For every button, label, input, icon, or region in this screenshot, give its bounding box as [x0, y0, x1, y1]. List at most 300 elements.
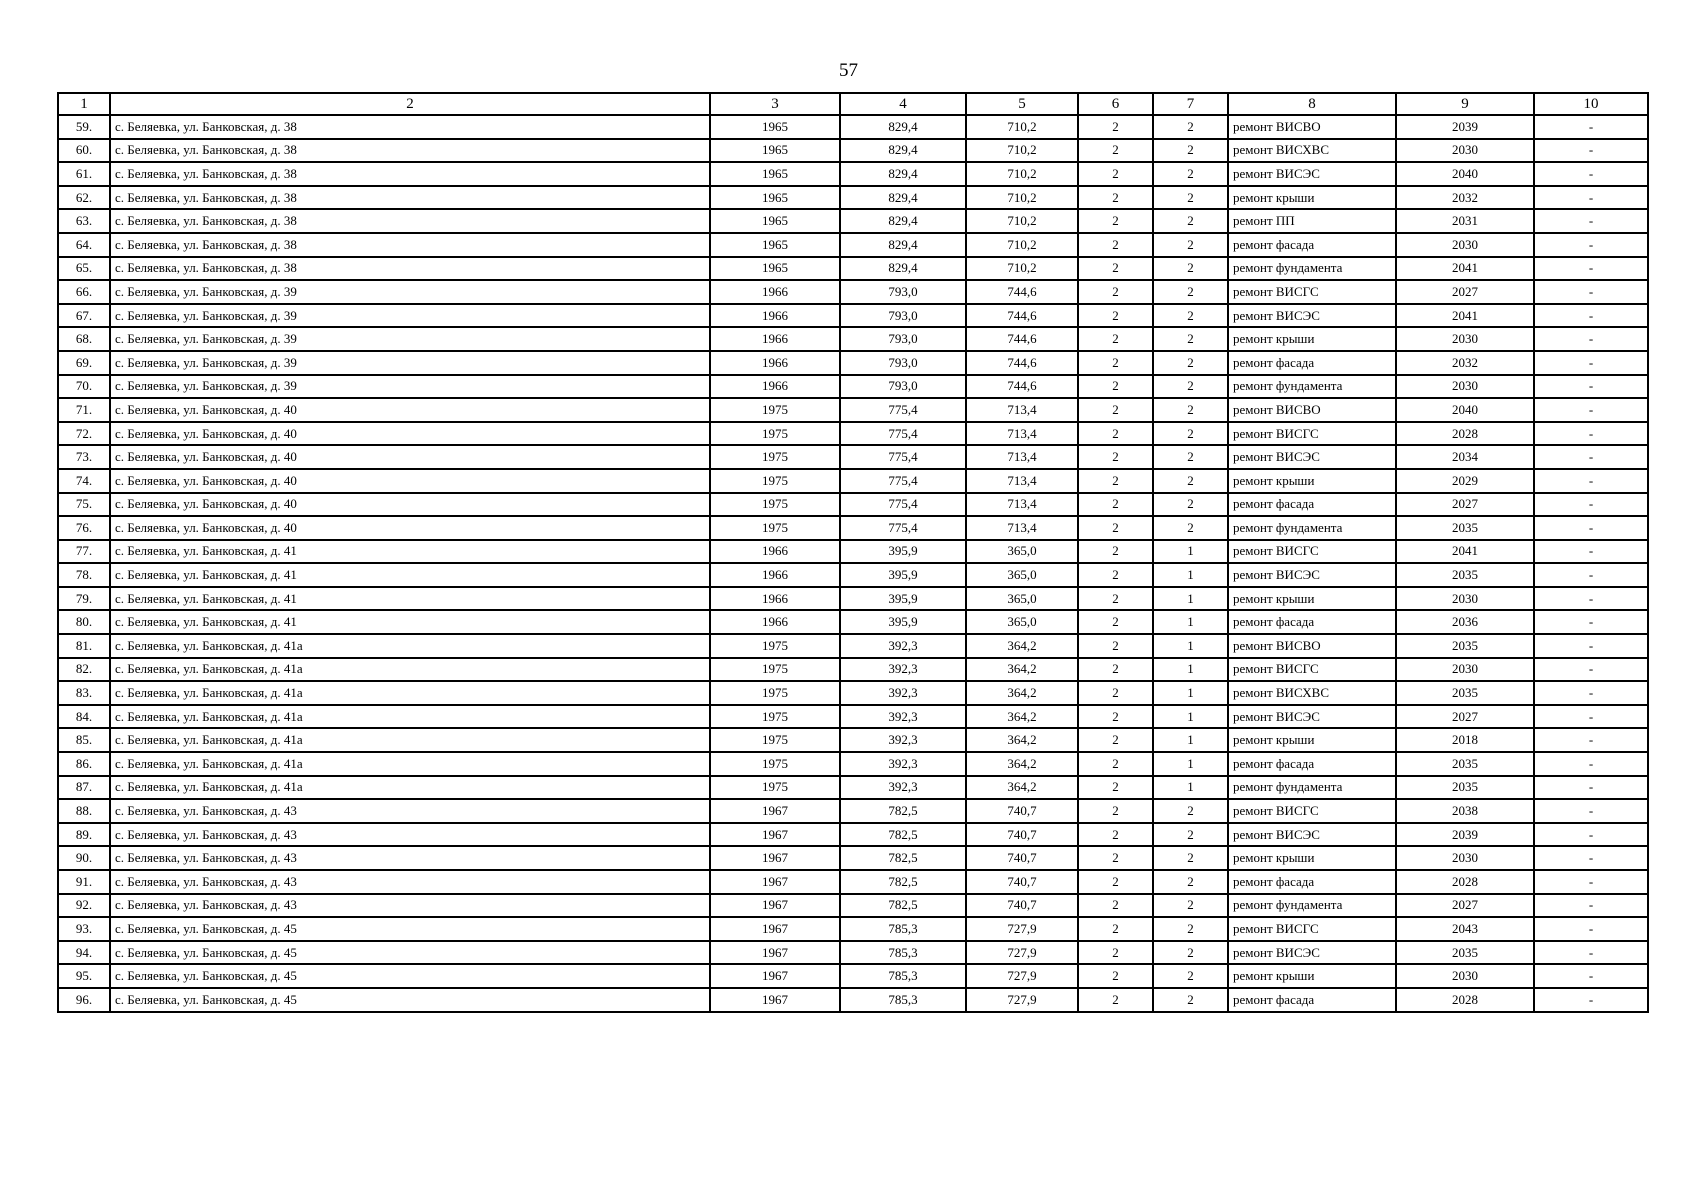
living-area-cell: 744,6 — [966, 280, 1078, 304]
table-row — [58, 681, 1648, 705]
note-cell: - — [1534, 799, 1648, 823]
living-area-cell: 365,0 — [966, 540, 1078, 564]
table-row — [58, 115, 1648, 139]
row-number-cell: 82. — [58, 658, 110, 682]
planned-year-cell: 2035 — [1396, 752, 1534, 776]
header-cell-6: 6 — [1078, 93, 1153, 115]
work-type-cell: ремонт фундамента — [1228, 776, 1396, 800]
entrances-cell: 1 — [1153, 752, 1228, 776]
note-cell: - — [1534, 917, 1648, 941]
year-built-cell: 1967 — [710, 941, 840, 965]
entrances-cell: 2 — [1153, 375, 1228, 399]
row-number-cell: 61. — [58, 162, 110, 186]
total-area-cell: 829,4 — [840, 162, 966, 186]
entrances-cell: 2 — [1153, 257, 1228, 281]
entrances-cell: 2 — [1153, 139, 1228, 163]
work-type-cell: ремонт фундамента — [1228, 257, 1396, 281]
total-area-cell: 775,4 — [840, 398, 966, 422]
work-type-cell: ремонт крыши — [1228, 186, 1396, 210]
floors-cell: 2 — [1078, 634, 1153, 658]
planned-year-cell: 2028 — [1396, 870, 1534, 894]
total-area-cell: 829,4 — [840, 115, 966, 139]
row-number-cell: 68. — [58, 327, 110, 351]
entrances-cell: 2 — [1153, 233, 1228, 257]
table-row — [58, 563, 1648, 587]
floors-cell: 2 — [1078, 304, 1153, 328]
table-row — [58, 398, 1648, 422]
total-area-cell: 395,9 — [840, 610, 966, 634]
year-built-cell: 1975 — [710, 658, 840, 682]
planned-year-cell: 2041 — [1396, 304, 1534, 328]
note-cell: - — [1534, 445, 1648, 469]
total-area-cell: 775,4 — [840, 493, 966, 517]
work-type-cell: ремонт ВИСВО — [1228, 115, 1396, 139]
note-cell: - — [1534, 823, 1648, 847]
year-built-cell: 1967 — [710, 988, 840, 1012]
header-cell-10: 10 — [1534, 93, 1648, 115]
note-cell: - — [1534, 658, 1648, 682]
planned-year-cell: 2035 — [1396, 941, 1534, 965]
work-type-cell: ремонт ВИСГС — [1228, 280, 1396, 304]
note-cell: - — [1534, 964, 1648, 988]
planned-year-cell: 2018 — [1396, 728, 1534, 752]
floors-cell: 2 — [1078, 894, 1153, 918]
table-row — [58, 941, 1648, 965]
year-built-cell: 1965 — [710, 257, 840, 281]
row-number-cell: 60. — [58, 139, 110, 163]
row-number-cell: 72. — [58, 422, 110, 446]
planned-year-cell: 2032 — [1396, 186, 1534, 210]
row-number-cell: 79. — [58, 587, 110, 611]
table-row — [58, 375, 1648, 399]
row-number-cell: 74. — [58, 469, 110, 493]
note-cell: - — [1534, 327, 1648, 351]
note-cell: - — [1534, 752, 1648, 776]
address-cell: с. Беляевка, ул. Банковская, д. 38 — [110, 233, 710, 257]
entrances-cell: 2 — [1153, 894, 1228, 918]
table-row — [58, 209, 1648, 233]
row-number-cell: 89. — [58, 823, 110, 847]
address-cell: с. Беляевка, ул. Банковская, д. 45 — [110, 941, 710, 965]
floors-cell: 2 — [1078, 186, 1153, 210]
total-area-cell: 775,4 — [840, 469, 966, 493]
table-row — [58, 587, 1648, 611]
address-cell: с. Беляевка, ул. Банковская, д. 40 — [110, 493, 710, 517]
header-cell-4: 4 — [840, 93, 966, 115]
header-cell-3: 3 — [710, 93, 840, 115]
year-built-cell: 1966 — [710, 280, 840, 304]
work-type-cell: ремонт фасада — [1228, 752, 1396, 776]
year-built-cell: 1967 — [710, 846, 840, 870]
total-area-cell: 793,0 — [840, 351, 966, 375]
address-cell: с. Беляевка, ул. Банковская, д. 38 — [110, 115, 710, 139]
floors-cell: 2 — [1078, 799, 1153, 823]
entrances-cell: 2 — [1153, 469, 1228, 493]
living-area-cell: 740,7 — [966, 799, 1078, 823]
living-area-cell: 740,7 — [966, 870, 1078, 894]
planned-year-cell: 2027 — [1396, 705, 1534, 729]
row-number-cell: 87. — [58, 776, 110, 800]
row-number-cell: 62. — [58, 186, 110, 210]
total-area-cell: 782,5 — [840, 799, 966, 823]
floors-cell: 2 — [1078, 610, 1153, 634]
address-cell: с. Беляевка, ул. Банковская, д. 38 — [110, 186, 710, 210]
note-cell: - — [1534, 469, 1648, 493]
living-area-cell: 710,2 — [966, 139, 1078, 163]
address-cell: с. Беляевка, ул. Банковская, д. 41 — [110, 540, 710, 564]
planned-year-cell: 2039 — [1396, 823, 1534, 847]
total-area-cell: 395,9 — [840, 540, 966, 564]
living-area-cell: 727,9 — [966, 964, 1078, 988]
address-cell: с. Беляевка, ул. Банковская, д. 38 — [110, 257, 710, 281]
planned-year-cell: 2041 — [1396, 257, 1534, 281]
living-area-cell: 713,4 — [966, 516, 1078, 540]
work-type-cell: ремонт ВИСГС — [1228, 799, 1396, 823]
living-area-cell: 740,7 — [966, 823, 1078, 847]
table-row — [58, 610, 1648, 634]
entrances-cell: 1 — [1153, 587, 1228, 611]
entrances-cell: 2 — [1153, 422, 1228, 446]
total-area-cell: 785,3 — [840, 964, 966, 988]
note-cell: - — [1534, 257, 1648, 281]
address-cell: с. Беляевка, ул. Банковская, д. 43 — [110, 823, 710, 847]
total-area-cell: 793,0 — [840, 327, 966, 351]
floors-cell: 2 — [1078, 988, 1153, 1012]
work-type-cell: ремонт ВИСЭС — [1228, 823, 1396, 847]
floors-cell: 2 — [1078, 398, 1153, 422]
living-area-cell: 364,2 — [966, 705, 1078, 729]
entrances-cell: 2 — [1153, 398, 1228, 422]
row-number-cell: 76. — [58, 516, 110, 540]
planned-year-cell: 2027 — [1396, 280, 1534, 304]
total-area-cell: 392,3 — [840, 634, 966, 658]
entrances-cell: 2 — [1153, 870, 1228, 894]
work-type-cell: ремонт ВИСЭС — [1228, 304, 1396, 328]
planned-year-cell: 2030 — [1396, 846, 1534, 870]
entrances-cell: 2 — [1153, 280, 1228, 304]
table-row — [58, 776, 1648, 800]
living-area-cell: 727,9 — [966, 917, 1078, 941]
floors-cell: 2 — [1078, 469, 1153, 493]
address-cell: с. Беляевка, ул. Банковская, д. 39 — [110, 327, 710, 351]
row-number-cell: 96. — [58, 988, 110, 1012]
floors-cell: 2 — [1078, 351, 1153, 375]
note-cell: - — [1534, 493, 1648, 517]
row-number-cell: 84. — [58, 705, 110, 729]
year-built-cell: 1975 — [710, 422, 840, 446]
planned-year-cell: 2040 — [1396, 162, 1534, 186]
planned-year-cell: 2035 — [1396, 681, 1534, 705]
entrances-cell: 1 — [1153, 776, 1228, 800]
work-type-cell: ремонт ВИСГС — [1228, 917, 1396, 941]
planned-year-cell: 2030 — [1396, 139, 1534, 163]
floors-cell: 2 — [1078, 587, 1153, 611]
entrances-cell: 1 — [1153, 705, 1228, 729]
work-type-cell: ремонт крыши — [1228, 327, 1396, 351]
address-cell: с. Беляевка, ул. Банковская, д. 43 — [110, 894, 710, 918]
address-cell: с. Беляевка, ул. Банковская, д. 40 — [110, 422, 710, 446]
row-number-cell: 77. — [58, 540, 110, 564]
living-area-cell: 364,2 — [966, 681, 1078, 705]
planned-year-cell: 2030 — [1396, 658, 1534, 682]
year-built-cell: 1966 — [710, 351, 840, 375]
floors-cell: 2 — [1078, 658, 1153, 682]
entrances-cell: 2 — [1153, 186, 1228, 210]
address-cell: с. Беляевка, ул. Банковская, д. 39 — [110, 304, 710, 328]
living-area-cell: 364,2 — [966, 658, 1078, 682]
living-area-cell: 710,2 — [966, 257, 1078, 281]
note-cell: - — [1534, 634, 1648, 658]
address-cell: с. Беляевка, ул. Банковская, д. 41а — [110, 776, 710, 800]
total-area-cell: 829,4 — [840, 233, 966, 257]
row-number-cell: 93. — [58, 917, 110, 941]
planned-year-cell: 2039 — [1396, 115, 1534, 139]
table-row — [58, 162, 1648, 186]
floors-cell: 2 — [1078, 752, 1153, 776]
floors-cell: 2 — [1078, 516, 1153, 540]
living-area-cell: 365,0 — [966, 587, 1078, 611]
work-type-cell: ремонт ВИСЭС — [1228, 563, 1396, 587]
floors-cell: 2 — [1078, 941, 1153, 965]
living-area-cell: 364,2 — [966, 752, 1078, 776]
note-cell: - — [1534, 139, 1648, 163]
note-cell: - — [1534, 233, 1648, 257]
floors-cell: 2 — [1078, 563, 1153, 587]
living-area-cell: 710,2 — [966, 233, 1078, 257]
living-area-cell: 364,2 — [966, 728, 1078, 752]
address-cell: с. Беляевка, ул. Банковская, д. 41а — [110, 681, 710, 705]
entrances-cell: 1 — [1153, 563, 1228, 587]
living-area-cell: 713,4 — [966, 398, 1078, 422]
total-area-cell: 775,4 — [840, 516, 966, 540]
table-row — [58, 469, 1648, 493]
row-number-cell: 78. — [58, 563, 110, 587]
entrances-cell: 1 — [1153, 658, 1228, 682]
entrances-cell: 2 — [1153, 493, 1228, 517]
work-type-cell: ремонт ВИСГС — [1228, 540, 1396, 564]
note-cell: - — [1534, 516, 1648, 540]
entrances-cell: 2 — [1153, 964, 1228, 988]
total-area-cell: 785,3 — [840, 988, 966, 1012]
row-number-cell: 86. — [58, 752, 110, 776]
row-number-cell: 81. — [58, 634, 110, 658]
year-built-cell: 1966 — [710, 563, 840, 587]
address-cell: с. Беляевка, ул. Банковская, д. 40 — [110, 469, 710, 493]
entrances-cell: 2 — [1153, 115, 1228, 139]
total-area-cell: 782,5 — [840, 894, 966, 918]
table-row — [58, 233, 1648, 257]
note-cell: - — [1534, 540, 1648, 564]
living-area-cell: 713,4 — [966, 493, 1078, 517]
year-built-cell: 1975 — [710, 516, 840, 540]
year-built-cell: 1965 — [710, 233, 840, 257]
header-cell-9: 9 — [1396, 93, 1534, 115]
year-built-cell: 1975 — [710, 493, 840, 517]
table-row — [58, 988, 1648, 1012]
total-area-cell: 793,0 — [840, 304, 966, 328]
year-built-cell: 1966 — [710, 304, 840, 328]
entrances-cell: 2 — [1153, 823, 1228, 847]
year-built-cell: 1975 — [710, 705, 840, 729]
total-area-cell: 392,3 — [840, 658, 966, 682]
work-type-cell: ремонт фасада — [1228, 870, 1396, 894]
row-number-cell: 88. — [58, 799, 110, 823]
year-built-cell: 1975 — [710, 469, 840, 493]
table-row — [58, 304, 1648, 328]
total-area-cell: 392,3 — [840, 681, 966, 705]
planned-year-cell: 2041 — [1396, 540, 1534, 564]
floors-cell: 2 — [1078, 917, 1153, 941]
header-row — [58, 93, 1648, 115]
planned-year-cell: 2035 — [1396, 634, 1534, 658]
row-number-cell: 75. — [58, 493, 110, 517]
living-area-cell: 713,4 — [966, 422, 1078, 446]
year-built-cell: 1975 — [710, 634, 840, 658]
work-type-cell: ремонт ВИСЭС — [1228, 445, 1396, 469]
living-area-cell: 364,2 — [966, 634, 1078, 658]
table-row — [58, 327, 1648, 351]
floors-cell: 2 — [1078, 964, 1153, 988]
floors-cell: 2 — [1078, 846, 1153, 870]
living-area-cell: 365,0 — [966, 610, 1078, 634]
table-row — [58, 917, 1648, 941]
note-cell: - — [1534, 988, 1648, 1012]
year-built-cell: 1966 — [710, 375, 840, 399]
note-cell: - — [1534, 304, 1648, 328]
floors-cell: 2 — [1078, 139, 1153, 163]
planned-year-cell: 2030 — [1396, 233, 1534, 257]
total-area-cell: 829,4 — [840, 186, 966, 210]
living-area-cell: 710,2 — [966, 186, 1078, 210]
planned-year-cell: 2030 — [1396, 964, 1534, 988]
planned-year-cell: 2036 — [1396, 610, 1534, 634]
address-cell: с. Беляевка, ул. Банковская, д. 41 — [110, 610, 710, 634]
year-built-cell: 1967 — [710, 823, 840, 847]
address-cell: с. Беляевка, ул. Банковская, д. 45 — [110, 988, 710, 1012]
total-area-cell: 793,0 — [840, 375, 966, 399]
planned-year-cell: 2028 — [1396, 422, 1534, 446]
work-type-cell: ремонт ВИСГС — [1228, 658, 1396, 682]
table-row — [58, 280, 1648, 304]
year-built-cell: 1966 — [710, 327, 840, 351]
living-area-cell: 744,6 — [966, 327, 1078, 351]
floors-cell: 2 — [1078, 445, 1153, 469]
floors-cell: 2 — [1078, 257, 1153, 281]
header-cell-8: 8 — [1228, 93, 1396, 115]
row-number-cell: 80. — [58, 610, 110, 634]
planned-year-cell: 2035 — [1396, 563, 1534, 587]
table-row — [58, 964, 1648, 988]
address-cell: с. Беляевка, ул. Банковская, д. 40 — [110, 445, 710, 469]
address-cell: с. Беляевка, ул. Банковская, д. 41 — [110, 563, 710, 587]
row-number-cell: 71. — [58, 398, 110, 422]
year-built-cell: 1965 — [710, 186, 840, 210]
living-area-cell: 727,9 — [966, 988, 1078, 1012]
living-area-cell: 744,6 — [966, 304, 1078, 328]
total-area-cell: 395,9 — [840, 587, 966, 611]
planned-year-cell: 2028 — [1396, 988, 1534, 1012]
repair-schedule-table — [57, 92, 1649, 1013]
work-type-cell: ремонт фундамента — [1228, 516, 1396, 540]
living-area-cell: 740,7 — [966, 894, 1078, 918]
address-cell: с. Беляевка, ул. Банковская, д. 41а — [110, 705, 710, 729]
row-number-cell: 66. — [58, 280, 110, 304]
note-cell: - — [1534, 728, 1648, 752]
entrances-cell: 2 — [1153, 917, 1228, 941]
year-built-cell: 1965 — [710, 209, 840, 233]
address-cell: с. Беляевка, ул. Банковская, д. 45 — [110, 917, 710, 941]
planned-year-cell: 2032 — [1396, 351, 1534, 375]
table-body — [58, 115, 1648, 1012]
address-cell: с. Беляевка, ул. Банковская, д. 41а — [110, 634, 710, 658]
row-number-cell: 95. — [58, 964, 110, 988]
address-cell: с. Беляевка, ул. Банковская, д. 39 — [110, 351, 710, 375]
table-row — [58, 823, 1648, 847]
row-number-cell: 90. — [58, 846, 110, 870]
address-cell: с. Беляевка, ул. Банковская, д. 43 — [110, 846, 710, 870]
work-type-cell: ремонт ВИСХВС — [1228, 139, 1396, 163]
address-cell: с. Беляевка, ул. Банковская, д. 40 — [110, 516, 710, 540]
total-area-cell: 782,5 — [840, 823, 966, 847]
entrances-cell: 1 — [1153, 634, 1228, 658]
entrances-cell: 2 — [1153, 209, 1228, 233]
work-type-cell: ремонт ПП — [1228, 209, 1396, 233]
note-cell: - — [1534, 563, 1648, 587]
table-row — [58, 186, 1648, 210]
note-cell: - — [1534, 162, 1648, 186]
row-number-cell: 65. — [58, 257, 110, 281]
note-cell: - — [1534, 894, 1648, 918]
year-built-cell: 1965 — [710, 115, 840, 139]
entrances-cell: 2 — [1153, 304, 1228, 328]
work-type-cell: ремонт фасада — [1228, 988, 1396, 1012]
planned-year-cell: 2029 — [1396, 469, 1534, 493]
year-built-cell: 1975 — [710, 398, 840, 422]
work-type-cell: ремонт крыши — [1228, 469, 1396, 493]
work-type-cell: ремонт ВИСВО — [1228, 634, 1396, 658]
work-type-cell: ремонт фасада — [1228, 351, 1396, 375]
work-type-cell: ремонт ВИСЭС — [1228, 941, 1396, 965]
year-built-cell: 1966 — [710, 610, 840, 634]
table-row — [58, 540, 1648, 564]
living-area-cell: 727,9 — [966, 941, 1078, 965]
year-built-cell: 1967 — [710, 894, 840, 918]
floors-cell: 2 — [1078, 327, 1153, 351]
work-type-cell: ремонт ВИСЭС — [1228, 162, 1396, 186]
address-cell: с. Беляевка, ул. Банковская, д. 39 — [110, 280, 710, 304]
year-built-cell: 1975 — [710, 681, 840, 705]
table-row — [58, 894, 1648, 918]
table-row — [58, 870, 1648, 894]
address-cell: с. Беляевка, ул. Банковская, д. 43 — [110, 799, 710, 823]
page-number: 57 — [839, 60, 858, 81]
address-cell: с. Беляевка, ул. Банковская, д. 38 — [110, 209, 710, 233]
address-cell: с. Беляевка, ул. Банковская, д. 39 — [110, 375, 710, 399]
work-type-cell: ремонт крыши — [1228, 728, 1396, 752]
year-built-cell: 1967 — [710, 964, 840, 988]
row-number-cell: 85. — [58, 728, 110, 752]
row-number-cell: 91. — [58, 870, 110, 894]
row-number-cell: 63. — [58, 209, 110, 233]
total-area-cell: 392,3 — [840, 705, 966, 729]
note-cell: - — [1534, 681, 1648, 705]
entrances-cell: 2 — [1153, 988, 1228, 1012]
table-row — [58, 257, 1648, 281]
address-cell: с. Беляевка, ул. Банковская, д. 43 — [110, 870, 710, 894]
total-area-cell: 785,3 — [840, 917, 966, 941]
row-number-cell: 70. — [58, 375, 110, 399]
living-area-cell: 744,6 — [966, 351, 1078, 375]
